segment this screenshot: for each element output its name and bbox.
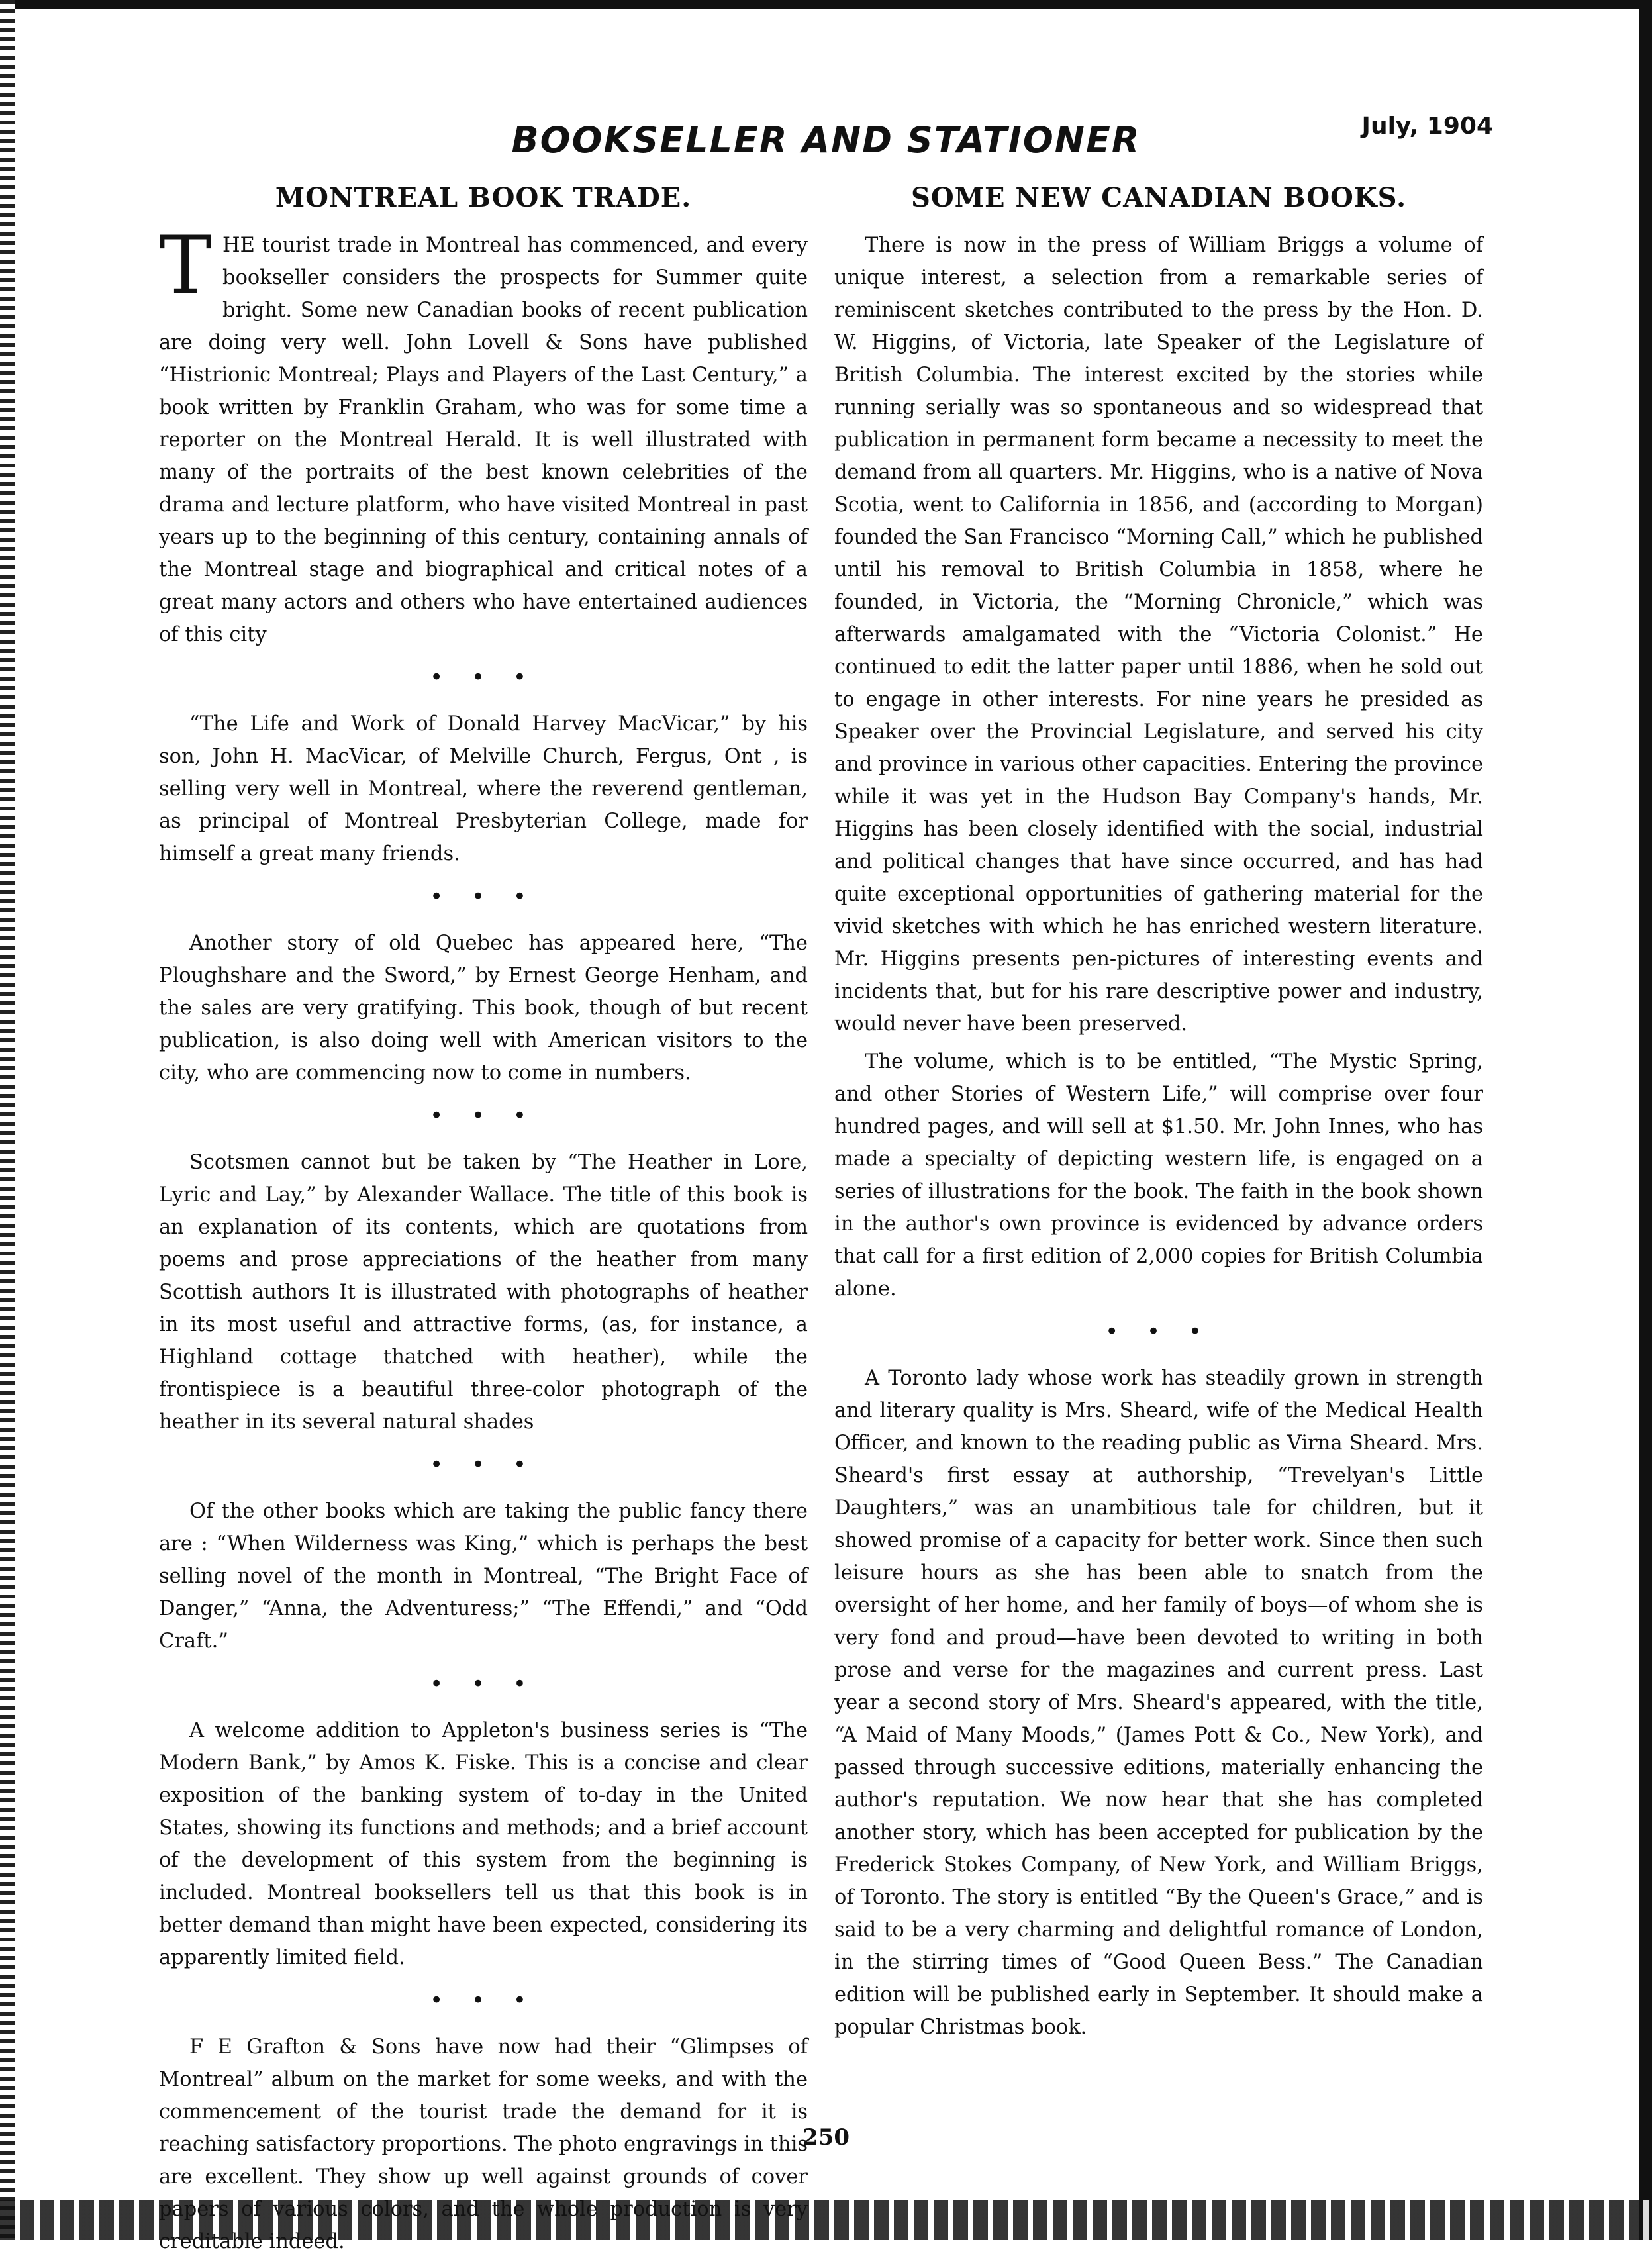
section-separator: • • • (430, 1671, 537, 1697)
section-separator: • • • (430, 1451, 537, 1478)
paragraph: Scotsmen cannot but be taken by “The Heather in Lore, Lyric and Lay,” by Alexander Wallace. The title of this book is an explanation of its contents, which are quotations from poems and prose appreciations of the heather from many Scottish authors It is illustrated with photographs of heather in its most useful and attractive forms, (as, for instance, a Highland cottage thatched with heather), while the frontispiece is a beautiful three-color photograph of the heather in its several natural shades (159, 1151, 808, 1434)
drop-cap: T (159, 220, 213, 312)
paragraph (159, 220, 808, 651)
paragraph: F E Grafton & Sons have now had their “Glimpses of Montreal” album on the market for some weeks, and with the commencement of the tourist trade the demand for it is reaching satisfactory proportions. The photo engravings in this are excellent. They show up well against grounds of cover papers of various colors, and the whole production is very creditable indeed. (159, 2036, 808, 2253)
scan-edge-left (0, 0, 15, 2240)
article-heading-montreal: MONTREAL BOOK TRADE. (275, 182, 692, 213)
page-number: 250 (802, 2124, 850, 2151)
paragraph: “The Life and Work of Donald Harvey MacVicar,” by his son, John H. MacVicar, of Melville Church, Fergus, Ont , is selling very well in Montreal, where the reverend gentleman, as principal of Montreal Presbyterian College, made for himself a great many friends. (159, 712, 808, 865)
paragraph: A Toronto lady whose work has steadily grown in strength and literary quality is Mrs. Sheard, wife of the Medical Health Officer, and known to the reading public as Virna Sheard. Mrs. Sheard's first essay at authorship, “Trevelyan's Little Daughters,” was an unambitious tale for children, but it showed promise of a capacity for better work. Since then such leisure hours as she has been able to snatch from the oversight of her home, and her family of boys—of whom she is very fond and proud—have been devoted to writing in both prose and verse for the magazines and current press. Last year a second story of Mrs. Sheard's appeared, with the title, “A Maid of Many Moods,” (James Pott & Co., New York), and passed through successive editions, materially enhancing the author's reputation. We now hear that she has completed another story, which has been accepted for publication by the Frederick Stokes Company, of New York, and William Briggs, of Toronto. The story is entitled “By the Queen's Grace,” and is said to be a very charming and delightful romance of London, in the stirring times of “Good Queen Bess.” The Canadian edition will be published early in September. It should make a popular Christmas book. (834, 1367, 1483, 2039)
paragraph: Of the other books which are taking the public fancy there are : “When Wilderness was King,” which is perhaps the best selling novel of the month in Montreal, “The Bright Face of Danger,” “Anna, the Adventuress;” “The Effendi,” and “Odd Craft.” (159, 1500, 808, 1653)
issue-date: July, 1904 (1361, 113, 1493, 140)
running-title: BOOKSELLER AND STATIONER (511, 119, 1141, 161)
page-header (0, 113, 1652, 172)
scan-edge-right (1639, 0, 1652, 2240)
article-heading-canadian-books: SOME NEW CANADIAN BOOKS. (910, 182, 1407, 213)
paragraph: The volume, which is to be entitled, “The Mystic Spring, and other Stories of Western Life,” will comprise over four hundred pages, and will sell at $1.50. Mr. John Innes, who has made a specialty of depicting western life, is engaged on a series of illustrations for the book. The faith in the book shown in the author's own province is evidenced by advance orders that call for a first edition of 2,000 copies for British Columbia alone. (834, 1050, 1483, 1301)
left-column (159, 182, 808, 2258)
section-separator: • • • (430, 1987, 537, 2014)
paragraph: Another story of old Quebec has appeared here, “The Ploughshare and the Sword,” by Ernest George Henham, and the sales are very gratifying. This book, though of but recent publication, is also doing well with American visitors to the city, who are commencing now to come in numbers. (159, 932, 808, 1085)
paragraph: There is now in the press of William Briggs a volume of unique interest, a selection from a remarkable series of reminiscent sketches contributed to the press by the Hon. D. W. Higgins, of Victoria, late Speaker of the Legislature of British Columbia. The interest excited by the stories while running serially was so spontaneous and so widespread that publication in permanent form became a necessity to meet the demand from all quarters. Mr. Higgins, who is a native of Nova Scotia, went to California in 1856, and (according to Morgan) founded the San Francisco “Morning Call,” which he published until his removal to British Columbia in 1858, where he founded, in Victoria, the “Morning Chronicle,” which was afterwards amalgamated with the “Victoria Colonist.” He continued to edit the latter paper until 1886, when he sold out to engage in other interests. For nine years he presided as Speaker over the Provincial Legislature, and served his city and province in various other capacities. Entering the province while it was yet in the Hudson Bay Company's hands, Mr. Higgins has been closely identified with the social, industrial and political changes that have since occurred, and has had quite exceptional opportunities of gathering material for the vivid sketches with which he has enriched western literature. Mr. Higgins presents pen-pictures of interesting events and incidents that, but for his rare descriptive power and industry, would never have been preserved. (834, 234, 1483, 1036)
section-separator: • • • (1105, 1318, 1212, 1345)
section-separator: • • • (430, 1103, 537, 1129)
section-separator: • • • (430, 664, 537, 691)
right-column (834, 182, 1483, 2043)
section-separator: • • • (430, 883, 537, 910)
scan-edge-top (0, 0, 1652, 9)
paragraph-text: HE tourist trade in Montreal has commenced, and every bookseller considers the prospects for Summer quite bright. Some new Canadian books of recent publication are doing very well. John Lovell & Sons have published “Histrionic Montreal; Plays and Players of the Last Century,” a book written by Franklin Graham, who was for some time a reporter on the Montreal Herald. It is well illustrated with many of the portraits of the best known celebrities of the drama and lecture platform, who have visited Montreal in past years up to the beginning of this century, containing annals of the Montreal stage and biographical and critical notes of a great many actors and others who have entertained audiences of this city (159, 234, 808, 646)
paragraph: A welcome addition to Appleton's business series is “The Modern Bank,” by Amos K. Fiske. This is a concise and clear exposition of the banking system of to-day in the United States, showing its functions and methods; and a brief account of the development of this system from the beginning is included. Montreal booksellers tell us that this book is in better demand than might have been expected, considering its apparently limited field. (159, 1719, 808, 1969)
